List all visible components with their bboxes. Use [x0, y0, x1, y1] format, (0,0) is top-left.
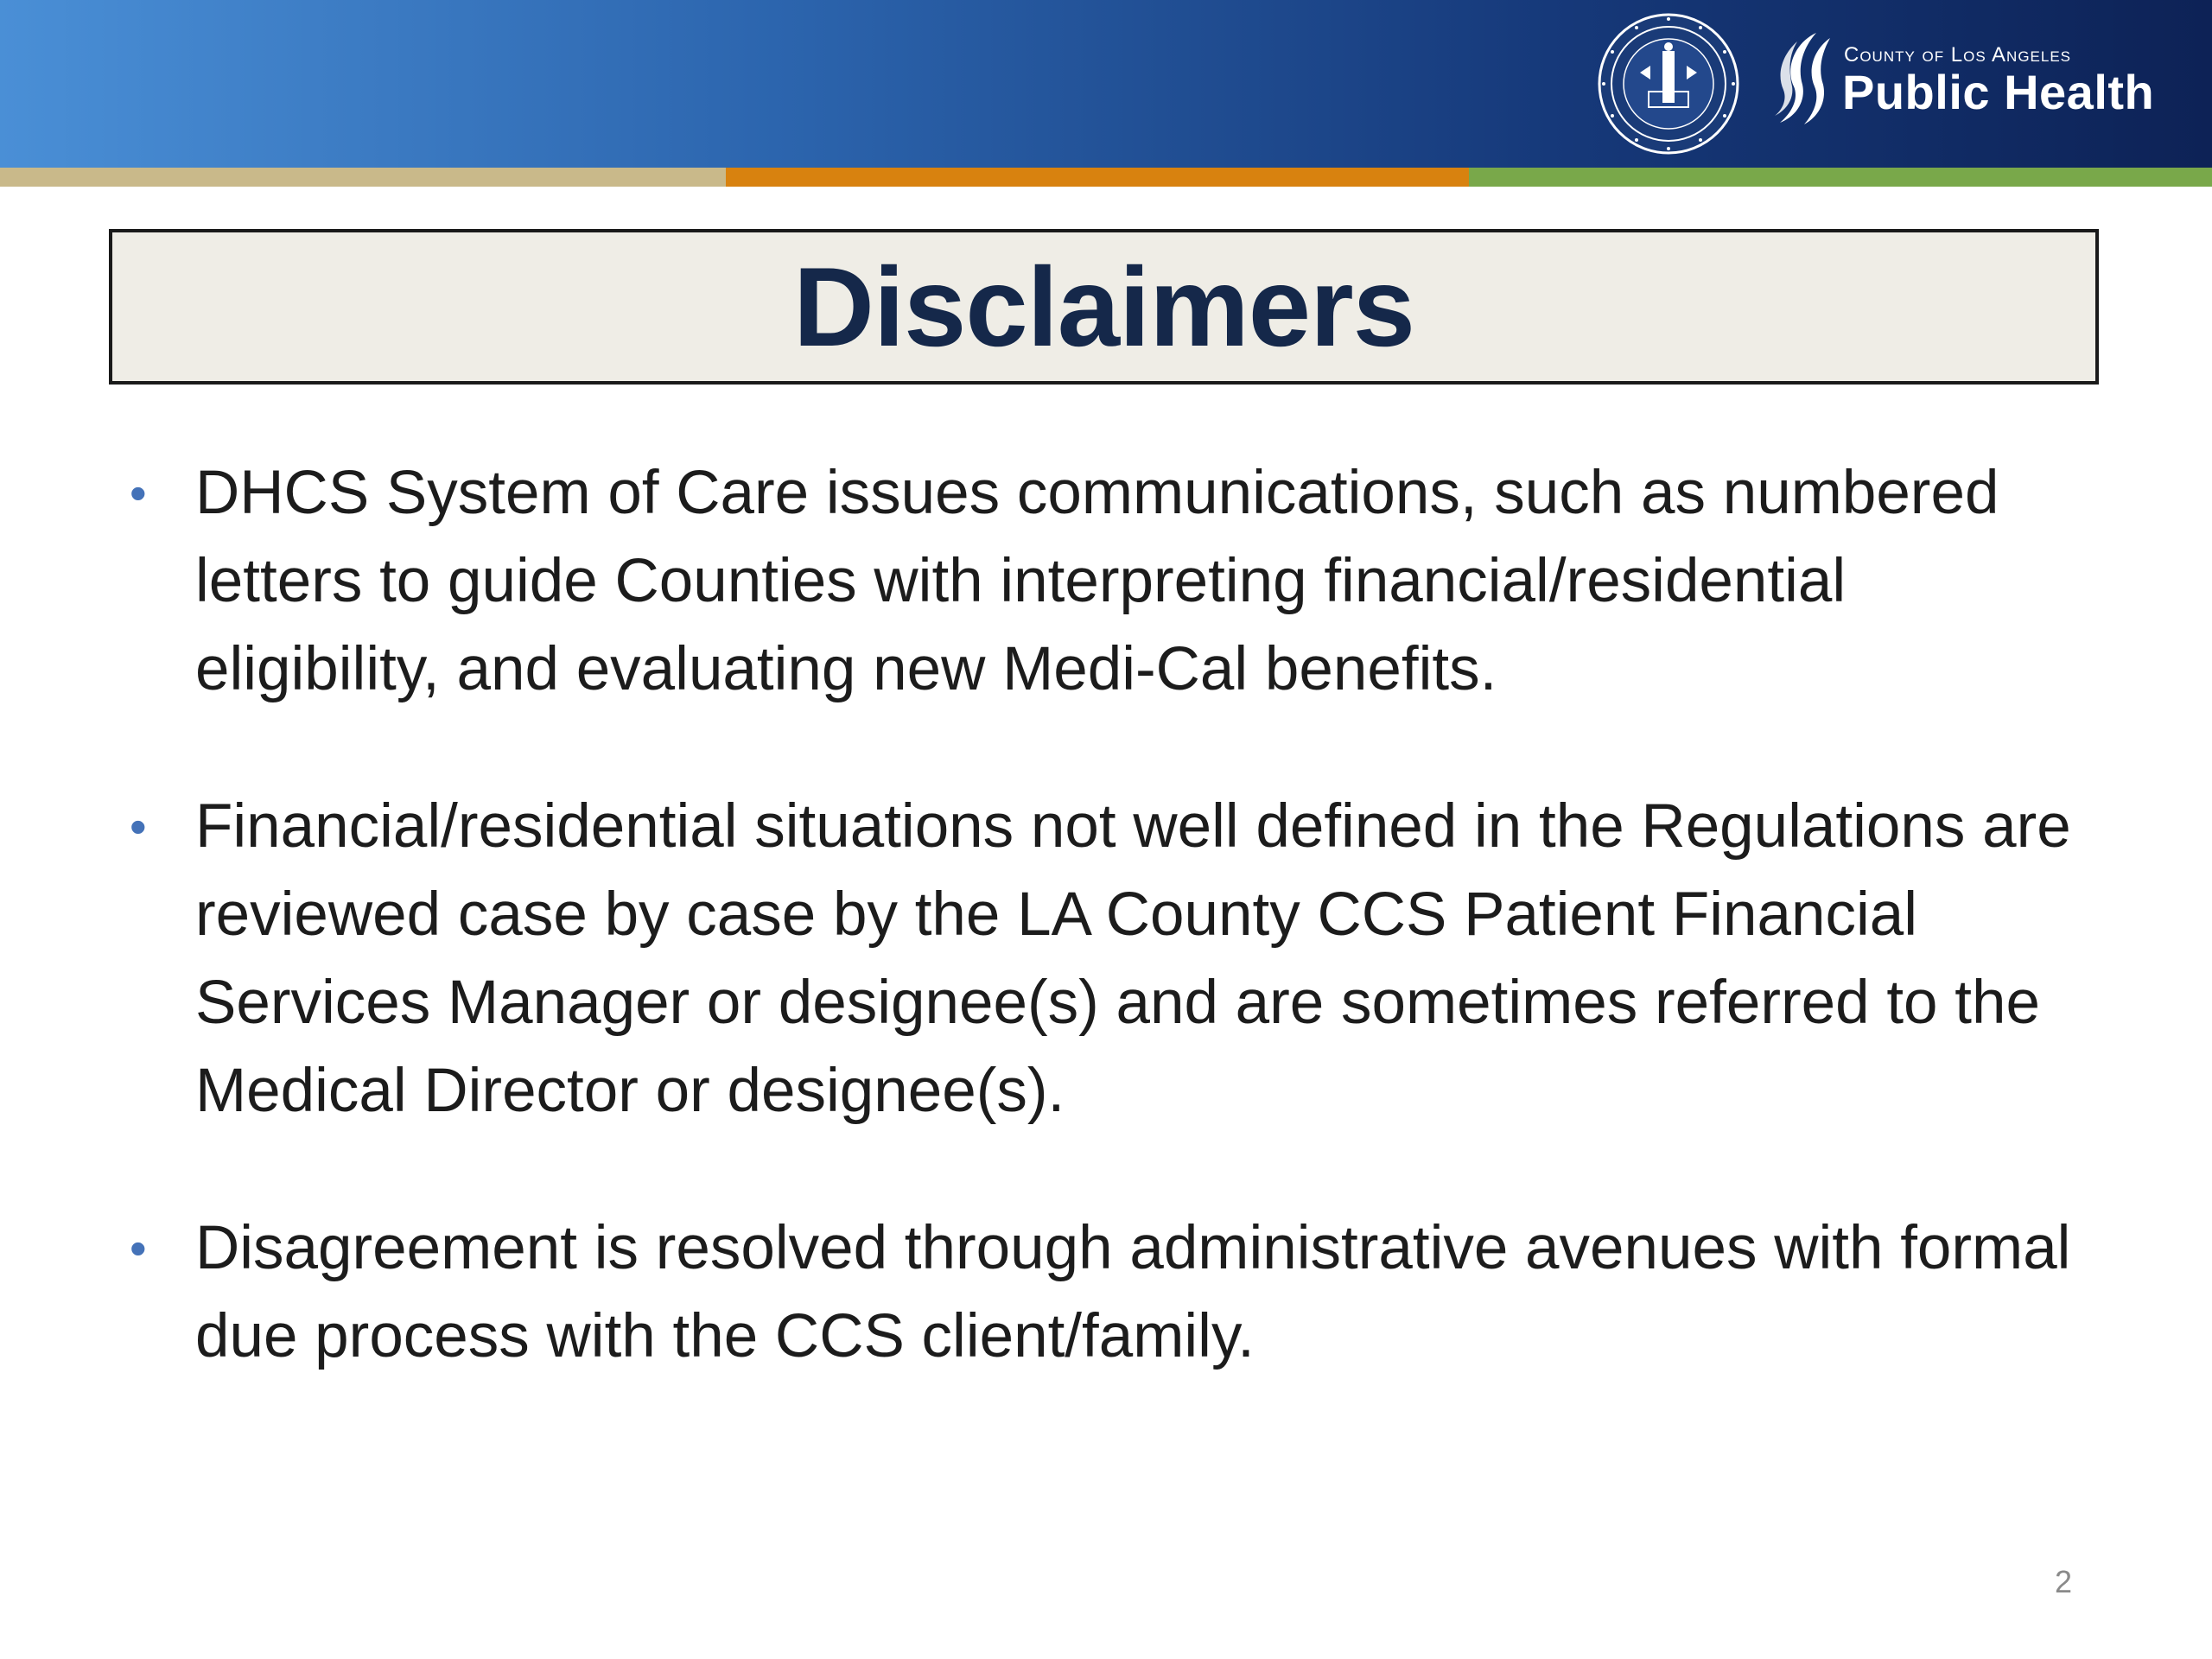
- page-number: 2: [2055, 1564, 2073, 1599]
- bullet-text: Disagreement is resolved through administrative avenues with formal due process with the CCS client/family.: [195, 1214, 2071, 1370]
- accent-stripe-tan: [0, 168, 726, 187]
- bullet-item: [130, 1205, 2091, 1381]
- logo-public-health-text: Public Health: [1842, 65, 2155, 119]
- bullet-text: DHCS System of Care issues communications, such as numbered letters to guide Counties with interpreting financial/residential eligibility, and evaluating new Medi-Cal benefits.: [195, 459, 1999, 703]
- slide-title: Disclaimers: [793, 244, 1414, 370]
- bullet-marker-icon: •: [130, 799, 147, 854]
- title-box: [109, 229, 2099, 385]
- accent-stripe-green: [1469, 168, 2212, 187]
- bullet-item: [130, 783, 2091, 1135]
- bullet-item: [130, 449, 2091, 714]
- bullet-marker-icon: •: [130, 466, 147, 520]
- bullet-text: Financial/residential situations not well defined in the Regulations are reviewed case by case by the LA County CCS Patient Financial Services Manager or designee(s) and are sometimes referred to the Medical Director or designee(s).: [195, 792, 2071, 1125]
- public-health-logo: [1768, 26, 2155, 138]
- public-health-mark-icon: [1768, 26, 1837, 138]
- logo-county-text: County of Los Angeles: [1844, 43, 2072, 67]
- bullet-marker-icon: •: [130, 1221, 147, 1275]
- bullet-list: [130, 449, 2091, 1450]
- accent-stripe-orange: [726, 168, 1469, 187]
- county-seal-icon: [1597, 12, 1740, 156]
